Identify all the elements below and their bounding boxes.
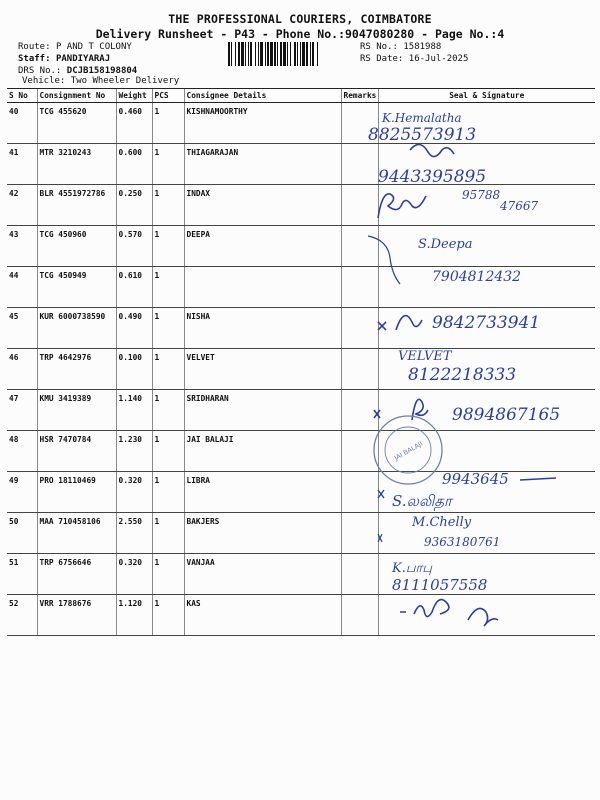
cell-signature bbox=[378, 554, 595, 595]
vehicle-line: Vehicle: Two Wheeler Delivery bbox=[22, 76, 180, 86]
cell-remarks bbox=[341, 390, 378, 431]
cell-consignment: PRO 18110469 bbox=[37, 472, 116, 513]
cell-weight: 0.600 bbox=[116, 144, 152, 185]
cell-consignment: BLR 4551972786 bbox=[37, 185, 116, 226]
cell-sno: 48 bbox=[7, 431, 37, 472]
hw-r47-phone: 9894867165 bbox=[452, 405, 561, 425]
cell-signature bbox=[378, 349, 595, 390]
cell-signature bbox=[378, 144, 595, 185]
table-row bbox=[7, 349, 595, 390]
cell-pcs: 1 bbox=[152, 349, 184, 390]
cell-signature bbox=[378, 267, 595, 308]
table-row bbox=[7, 308, 595, 349]
company-title: THE PROFESSIONAL COURIERS, COIMBATORE bbox=[168, 12, 432, 26]
table-header-row bbox=[7, 89, 595, 103]
hw-r49-name: S.லலிதா bbox=[392, 492, 452, 510]
hw-r41-phone: 9443395895 bbox=[378, 167, 487, 187]
col-consignee: Consignee Details bbox=[184, 89, 341, 103]
cell-sno: 45 bbox=[7, 308, 37, 349]
cell-pcs: 1 bbox=[152, 513, 184, 554]
cell-consignee: DEEPA bbox=[184, 226, 341, 267]
cell-consignee: BAKJERS bbox=[184, 513, 341, 554]
cell-signature bbox=[378, 185, 595, 226]
cell-pcs: 1 bbox=[152, 472, 184, 513]
hw-r50-name: M.Chelly bbox=[412, 515, 472, 530]
table-row bbox=[7, 472, 595, 513]
col-pcs: PCS bbox=[152, 89, 184, 103]
cell-consignee: THIAGARAJAN bbox=[184, 144, 341, 185]
hw-r46-phone: 8122218333 bbox=[408, 365, 517, 385]
cell-consignment: HSR 7470784 bbox=[37, 431, 116, 472]
hw-r46-name: VELVET bbox=[398, 349, 452, 364]
cell-pcs: 1 bbox=[152, 595, 184, 636]
cell-pcs: 1 bbox=[152, 185, 184, 226]
cell-sno: 52 bbox=[7, 595, 37, 636]
cell-sno: 47 bbox=[7, 390, 37, 431]
drs-line: DRS No.: DCJB158198804 bbox=[18, 66, 138, 76]
cell-weight: 0.570 bbox=[116, 226, 152, 267]
cell-remarks bbox=[341, 226, 378, 267]
cell-consignee: NISHA bbox=[184, 308, 341, 349]
cell-consignee: INDAX bbox=[184, 185, 341, 226]
cell-signature bbox=[378, 103, 595, 144]
cell-signature bbox=[378, 308, 595, 349]
cell-weight: 0.460 bbox=[116, 103, 152, 144]
table-row bbox=[7, 185, 595, 226]
cell-consignee bbox=[184, 267, 341, 308]
staff-line: Staff: PANDIYARAJ bbox=[18, 54, 111, 64]
cell-pcs: 1 bbox=[152, 267, 184, 308]
hw-r40-name: K.Hemalatha bbox=[382, 111, 462, 125]
hw-r44-phone: 7904812432 bbox=[432, 269, 522, 285]
table-row bbox=[7, 226, 595, 267]
cell-weight: 2.550 bbox=[116, 513, 152, 554]
hw-r40-phone: 8825573913 bbox=[368, 125, 477, 145]
cell-remarks bbox=[341, 103, 378, 144]
cell-weight: 0.100 bbox=[116, 349, 152, 390]
cell-remarks bbox=[341, 431, 378, 472]
cell-weight: 1.230 bbox=[116, 431, 152, 472]
table-row bbox=[7, 103, 595, 144]
cell-weight: 0.320 bbox=[116, 472, 152, 513]
cell-remarks bbox=[341, 144, 378, 185]
hw-r51-name: K.பாபு bbox=[392, 561, 432, 576]
table-row bbox=[7, 513, 595, 554]
cell-consignee: VANJAA bbox=[184, 554, 341, 595]
cell-consignment: TRP 4642976 bbox=[37, 349, 116, 390]
cell-signature bbox=[378, 595, 595, 636]
cell-sno: 51 bbox=[7, 554, 37, 595]
col-signature: Seal & Signature bbox=[378, 89, 595, 103]
cell-consignment: KMU 3419389 bbox=[37, 390, 116, 431]
hw-r42-phone-a: 95788 bbox=[462, 188, 501, 202]
cell-sno: 43 bbox=[7, 226, 37, 267]
cell-signature bbox=[378, 390, 595, 431]
cell-pcs: 1 bbox=[152, 226, 184, 267]
cell-remarks bbox=[341, 472, 378, 513]
cell-consignee: SRIDHARAN bbox=[184, 390, 341, 431]
cell-sno: 42 bbox=[7, 185, 37, 226]
hw-r49-phone: 9943645 bbox=[442, 470, 509, 488]
cell-consignee: KISHNAMOORTHY bbox=[184, 103, 341, 144]
cell-consignment: TCG 450949 bbox=[37, 267, 116, 308]
cell-pcs: 1 bbox=[152, 390, 184, 431]
hw-r42-phone-b: 47667 bbox=[500, 199, 539, 213]
cell-weight: 0.490 bbox=[116, 308, 152, 349]
cell-consignment: TCG 450960 bbox=[37, 226, 116, 267]
hw-r43-name: S.Deepa bbox=[418, 237, 473, 252]
table-row bbox=[7, 390, 595, 431]
cell-sno: 50 bbox=[7, 513, 37, 554]
cell-weight: 0.610 bbox=[116, 267, 152, 308]
delivery-rows bbox=[7, 103, 595, 636]
cell-consignment: MTR 3210243 bbox=[37, 144, 116, 185]
drs-barcode bbox=[228, 42, 353, 66]
cell-remarks bbox=[341, 185, 378, 226]
cell-consignee: VELVET bbox=[184, 349, 341, 390]
cell-weight: 1.140 bbox=[116, 390, 152, 431]
cell-pcs: 1 bbox=[152, 554, 184, 595]
cell-consignment: MAA 710458106 bbox=[37, 513, 116, 554]
col-remarks: Remarks bbox=[341, 89, 378, 103]
cell-pcs: 1 bbox=[152, 144, 184, 185]
table-row bbox=[7, 431, 595, 472]
table-row bbox=[7, 554, 595, 595]
col-weight: Weight bbox=[116, 89, 152, 103]
hw-r45-phone: 9842733941 bbox=[432, 313, 541, 333]
cell-weight: 1.120 bbox=[116, 595, 152, 636]
rs-no-line: RS No.: 1581988 bbox=[360, 42, 442, 52]
cell-consignment: TRP 6756646 bbox=[37, 554, 116, 595]
cell-remarks bbox=[341, 349, 378, 390]
cell-pcs: 1 bbox=[152, 103, 184, 144]
hw-r51-phone: 8111057558 bbox=[392, 576, 488, 594]
hw-r50-phone: 9363180761 bbox=[424, 535, 501, 549]
cell-consignee: JAI BALAJI bbox=[184, 431, 341, 472]
cell-consignment: TCG 455620 bbox=[37, 103, 116, 144]
table-row bbox=[7, 144, 595, 185]
cell-signature bbox=[378, 431, 595, 472]
cell-weight: 0.320 bbox=[116, 554, 152, 595]
table-row bbox=[7, 595, 595, 636]
cell-pcs: 1 bbox=[152, 308, 184, 349]
cell-remarks bbox=[341, 513, 378, 554]
cell-signature bbox=[378, 513, 595, 554]
cell-sno: 41 bbox=[7, 144, 37, 185]
cell-consignment: KUR 6000738590 bbox=[37, 308, 116, 349]
cell-signature bbox=[378, 472, 595, 513]
cell-sno: 49 bbox=[7, 472, 37, 513]
cell-remarks bbox=[341, 308, 378, 349]
barcode-bar bbox=[318, 42, 319, 66]
cell-remarks bbox=[341, 554, 378, 595]
cell-sno: 40 bbox=[7, 103, 37, 144]
col-sno: S No bbox=[7, 89, 37, 103]
stamp-text: JAI BALAJI bbox=[392, 439, 425, 463]
cell-consignee: LIBRA bbox=[184, 472, 341, 513]
cell-remarks bbox=[341, 595, 378, 636]
cell-sno: 46 bbox=[7, 349, 37, 390]
cell-consignee: KAS bbox=[184, 595, 341, 636]
runsheet-title: Delivery Runsheet - P43 - Phone No.:9047080280 - Page No.:4 bbox=[95, 27, 505, 41]
table-row bbox=[7, 267, 595, 308]
rs-date-line: RS Date: 16-Jul-2025 bbox=[360, 54, 469, 64]
cell-signature bbox=[378, 226, 595, 267]
cell-weight: 0.250 bbox=[116, 185, 152, 226]
delivery-table bbox=[7, 88, 595, 636]
cell-remarks bbox=[341, 267, 378, 308]
col-consignment: Consignment No bbox=[37, 89, 116, 103]
cell-consignment: VRR 1788676 bbox=[37, 595, 116, 636]
cell-sno: 44 bbox=[7, 267, 37, 308]
route-line: Route: P AND T COLONY bbox=[18, 42, 132, 52]
cell-pcs: 1 bbox=[152, 431, 184, 472]
